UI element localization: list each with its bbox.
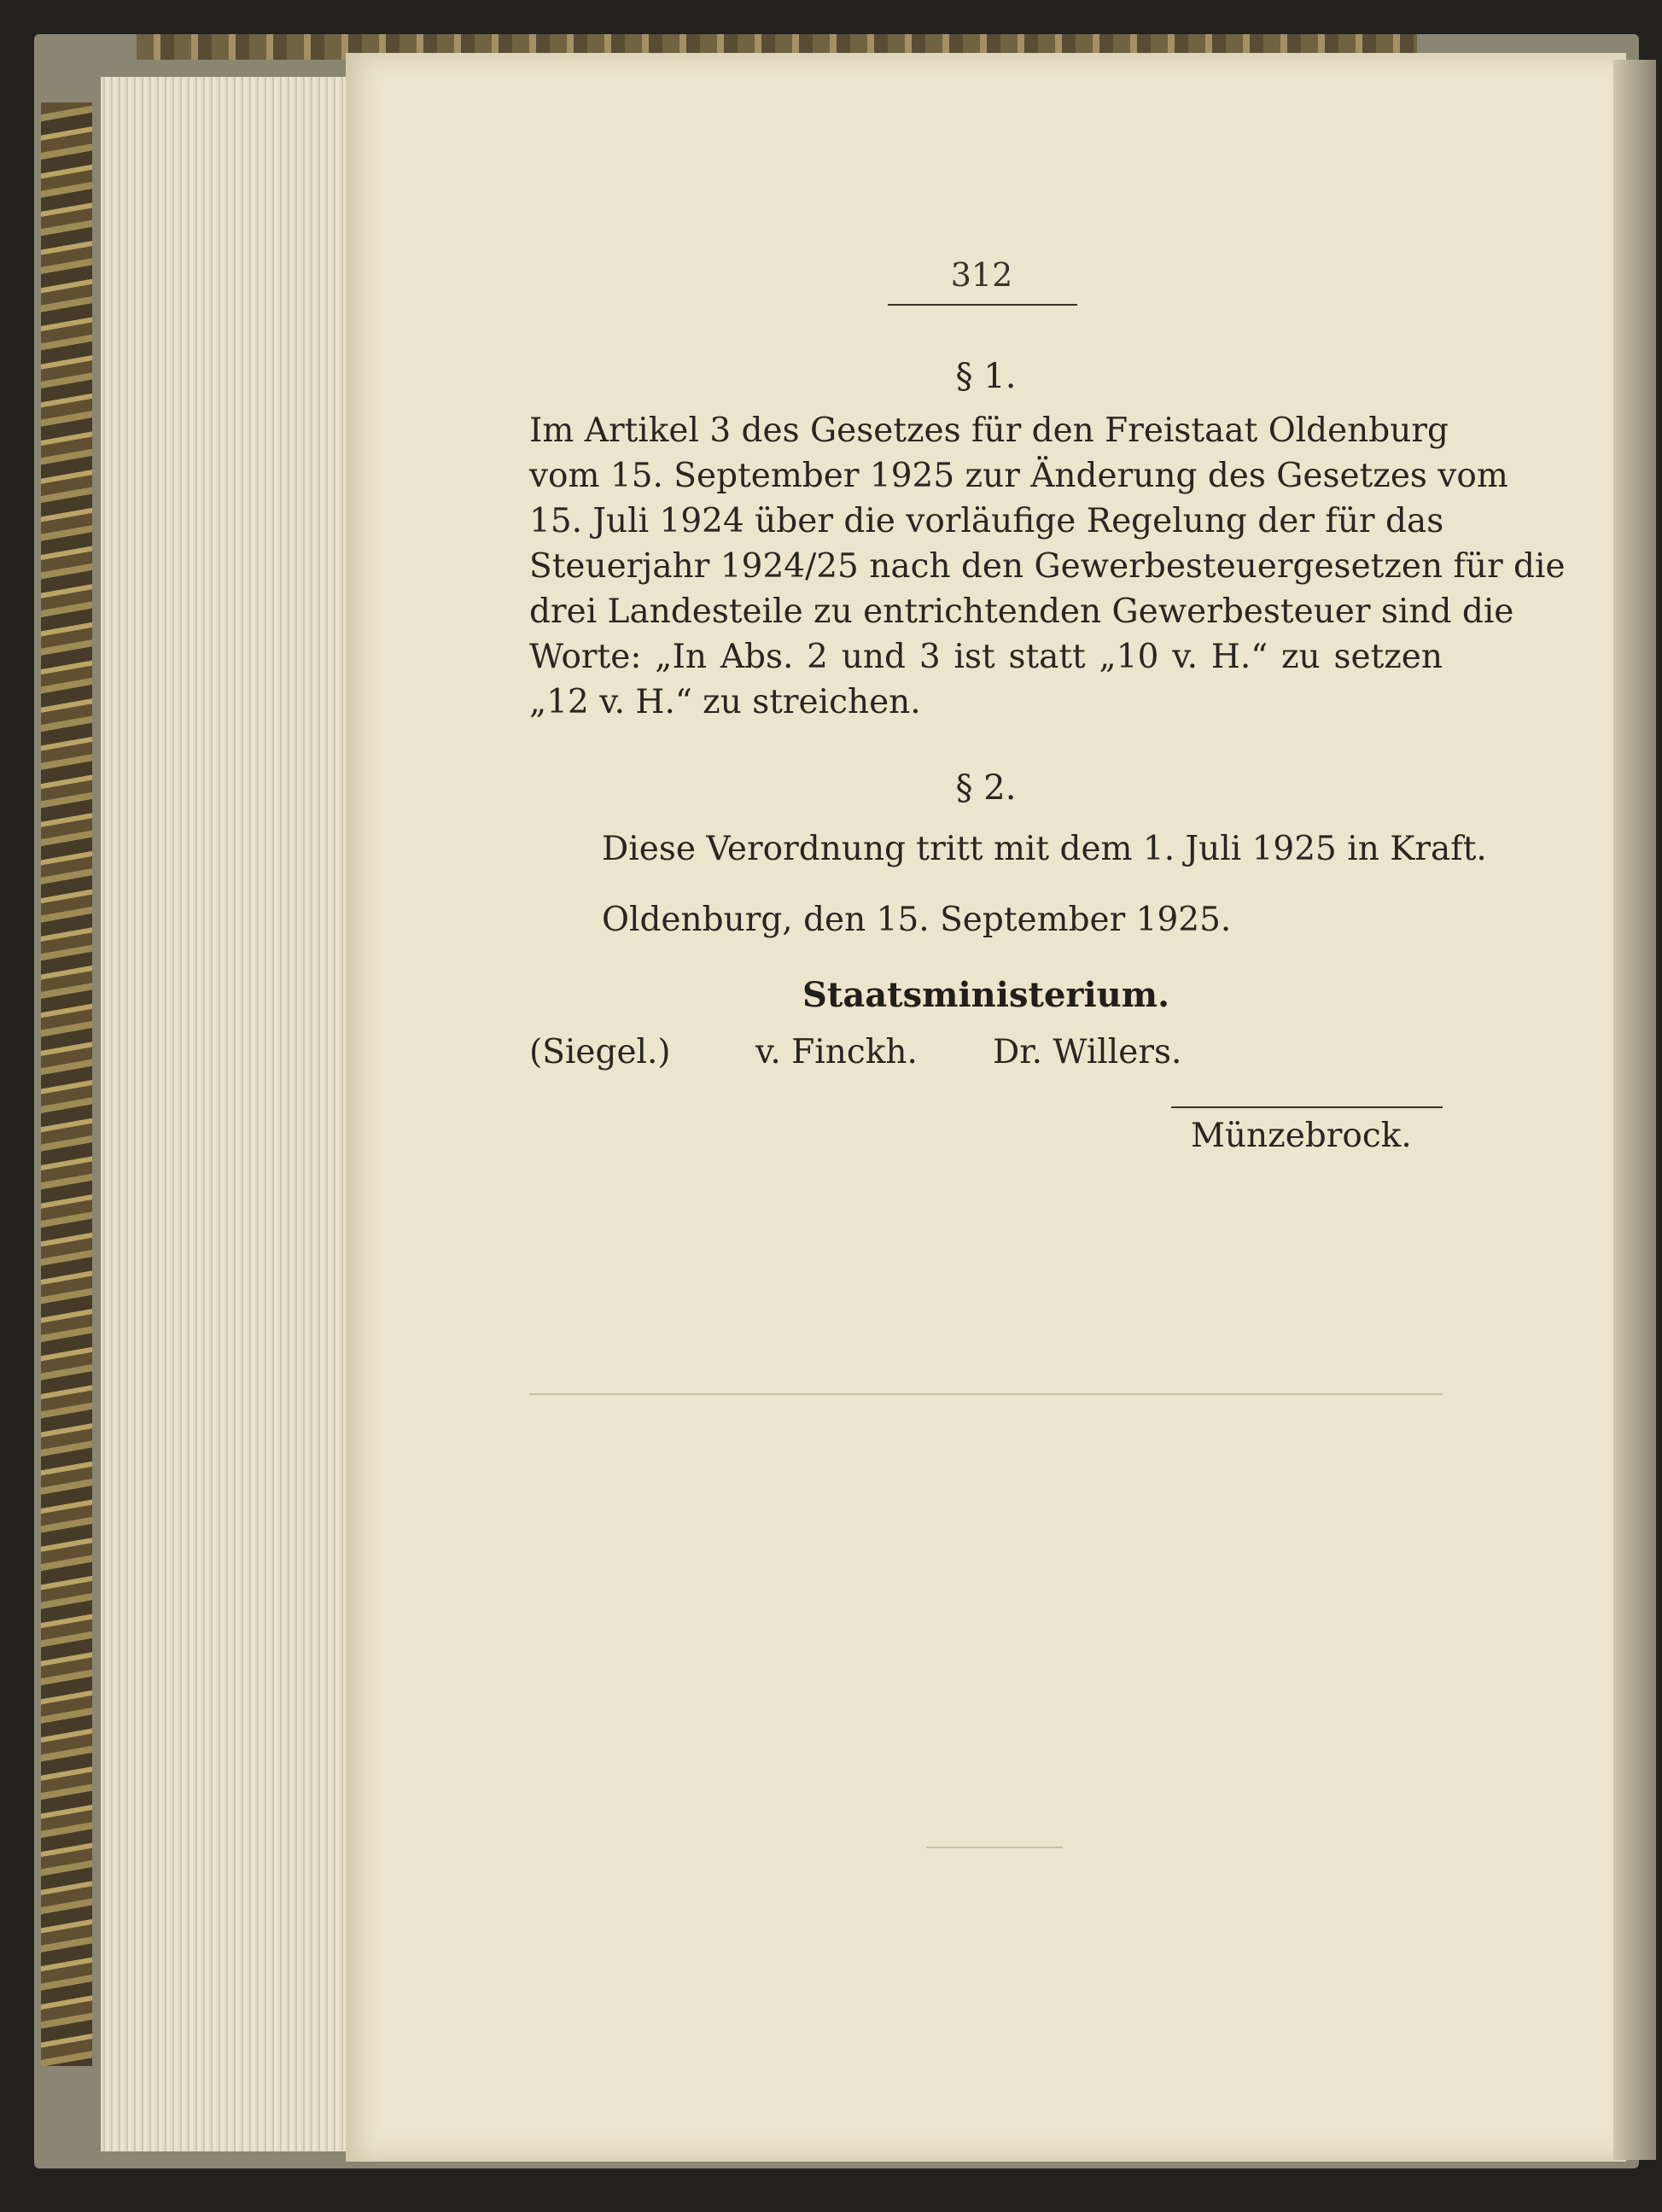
facing-page-shadow [1613, 60, 1656, 2160]
header-rule [888, 304, 1077, 306]
paragraph-line: Worte: „In Abs. 2 und 3 ist statt „10 v. H.“ zu setzen [529, 638, 1443, 676]
page-stack-edge [101, 77, 357, 2151]
countersign-rule [1171, 1106, 1443, 1108]
signature-finckh: v. Finckh. [755, 1033, 918, 1071]
signature-willers: Dr. Willers. [993, 1033, 1182, 1071]
paragraph-line: Im Artikel 3 des Gesetzes für den Freistaat Oldenburg [529, 411, 1449, 450]
bleed-through-rule [529, 1393, 1443, 1395]
section-1-heading: § 1. [955, 357, 1017, 396]
paragraph-line: drei Landesteile zu entrichtenden Gewerbesteuer sind die [529, 592, 1514, 631]
countersignature: Münzebrock. [1191, 1117, 1412, 1155]
paragraph-line: vom 15. September 1925 zur Änderung des Gesetzes vom [529, 457, 1508, 495]
page-number: 312 [950, 256, 1013, 294]
seal-note: (Siegel.) [529, 1033, 671, 1071]
place-date-line: Oldenburg, den 15. September 1925. [602, 901, 1232, 939]
section-2-text: Diese Verordnung tritt mit dem 1. Juli 1925 in Kraft. [602, 830, 1487, 868]
issuing-authority: Staatsministerium. [802, 975, 1170, 1015]
section-1-paragraph [529, 408, 1566, 725]
marbled-cover-edge [41, 102, 92, 2066]
paragraph-line: 15. Juli 1924 über die vorläufige Regelung der für das [529, 502, 1444, 540]
section-2-heading: § 2. [955, 768, 1017, 808]
paragraph-line: Steuerjahr 1924/25 nach den Gewerbesteuergesetzen für die [529, 547, 1566, 586]
paragraph-line: „12 v. H.“ zu streichen. [529, 683, 921, 721]
bleed-through-rule [926, 1847, 1063, 1848]
